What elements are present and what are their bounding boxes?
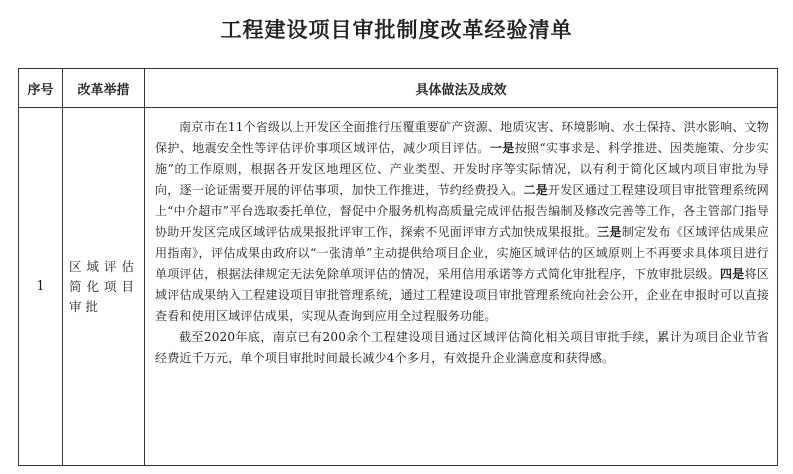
point-4-text: 将区域评估成果纳入工程建设项目审批管理系统，通过工程建设项目审批管理系统向社会公开，企业在申报时可以直接查看和使用区域评估成果，实现从查询到应用全过程服务功能。	[155, 267, 769, 323]
reform-table	[18, 68, 778, 466]
point-3-key: 三是	[597, 225, 622, 239]
point-1-text: 按照“实事求是、科学推进、因类施策、分步实施”的工作原则，根据各开发区地理区位、产业类型、开发时序等实际情况，以有利于简化区域内项目审批为导向，逐一论证需要开展的评估事项，加快工作推进，节约经费投入。	[155, 141, 769, 197]
header-detail: 具体做法及成效	[145, 69, 778, 108]
point-1-key: 一是	[489, 141, 515, 155]
row-seq-cell: 1	[19, 108, 63, 466]
table-row	[19, 108, 778, 466]
detail-paragraph-2: 截至2020年底，南京已有200余个工程建设项目通过区域评估简化相关项目审批手续，累计为项目企业节省经费近千万元，单个项目审批时间最长减少4个多月，有效提升企业满意度和获得感。	[155, 330, 769, 365]
point-3-text: 制定发布《区域评估成果应用指南》，评估成果由政府以“一张清单”主动提供给项目企业，实施区域评估的区域原则上不再要求具体项目进行单项评估，根据法律规定无法免除单项评估的情况，采用信用承诺等方式简化审批程序，下放审批层级。	[155, 225, 769, 281]
row-measure-cell: 区域评估简化项目审批	[63, 108, 145, 466]
detail-paragraph-1	[155, 117, 769, 327]
table-header-row	[19, 69, 778, 108]
page-title: 工程建设项目审批制度改革经验清单	[220, 18, 573, 42]
point-2-text: 开发区通过工程建设项目审批管理系统网上“中介超市”平台选取委托单位，督促中介服务机构高质量完成评估报告编制及修改完善等工作，各主管部门指导协助开发区完成区域评估成果报批评审工作，探索不见面评审方式加快成果报批。	[155, 183, 769, 239]
header-seq: 序号	[19, 69, 63, 108]
point-2-key: 二是	[523, 183, 548, 197]
point-4-key: 四是	[719, 267, 745, 281]
detail-intro: 南京市在11个省级以上开发区全面推行压覆重要矿产资源、地质灾害、环境影响、水土保持、洪水影响、文物保护、地震安全性等评估评价事项区域评估，减少项目评估。	[155, 120, 769, 155]
row-detail-cell	[145, 108, 778, 466]
header-measure: 改革举措	[63, 69, 145, 108]
